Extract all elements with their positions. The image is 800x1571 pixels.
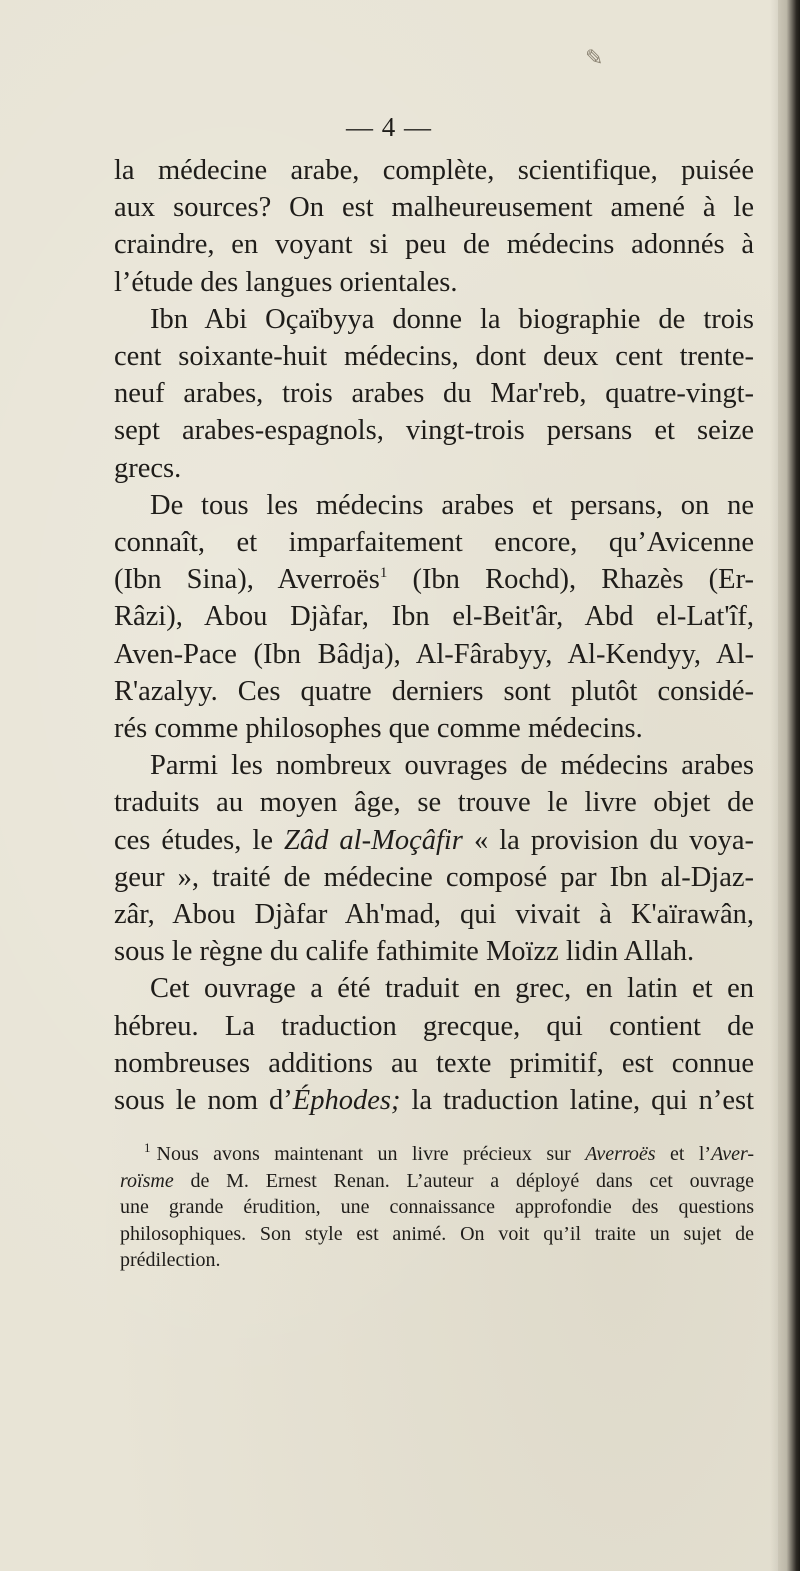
text-run: philosophiques. Son style est animé. On voit qu’il traite un sujet de <box>120 1222 754 1245</box>
footnote-line <box>120 1194 754 1221</box>
text-run: Parmi les nombreux ouvrages de médecins arabes <box>150 750 754 782</box>
text-run: prédilection. <box>120 1249 221 1272</box>
text-run: Aven-Pace (Ibn Bâdja), Al-Fârabyy, Al-Kendyy, Al- <box>114 638 754 670</box>
footnote-ref: 1 <box>379 565 388 582</box>
text-run: cent soixante-huit médecins, dont deux cent trente- <box>114 341 754 373</box>
text-line <box>114 710 754 747</box>
text-run: nombreuses additions au texte primitif, est connue <box>114 1047 754 1079</box>
text-line <box>114 152 754 189</box>
text-run: « la provision du voya- <box>462 824 754 856</box>
text-run: une grande érudition, une connaissance approfondie des questions <box>120 1196 754 1219</box>
footnote-line <box>120 1221 754 1248</box>
text-run: Râzi), Abou Djàfar, Ibn el-Beit'âr, Abd el-Lat'îf, <box>114 601 754 633</box>
text-line <box>114 301 754 338</box>
main-text <box>114 152 754 1119</box>
text-line <box>114 375 754 412</box>
text-run: De tous les médecins arabes et persans, on ne <box>150 489 754 521</box>
text-line <box>114 338 754 375</box>
text-run: Nous avons maintenant un livre précieux sur <box>156 1143 586 1165</box>
text-line <box>114 561 754 598</box>
text-line <box>114 226 754 263</box>
ink-mark-decoration: ✎ <box>585 45 604 70</box>
italic-text: Averroës <box>585 1143 656 1165</box>
text-line <box>114 636 754 673</box>
text-line <box>114 859 754 896</box>
footnote-marker: 1 <box>144 1140 151 1155</box>
italic-text: Éphodes; <box>292 1085 401 1117</box>
paragraph <box>114 970 754 1119</box>
page-number: — 4 — <box>346 112 432 142</box>
text-run: grecs. <box>114 452 182 484</box>
text-run: R'azalyy. Ces quatre derniers sont plutôt considé- <box>114 675 754 707</box>
text-run: aux sources? On est malheureusement amené à le <box>114 192 754 224</box>
text-run: Cet ouvrage a été traduit en grec, en latin et en <box>150 973 754 1005</box>
text-run: craindre, en voyant si peu de médecins adonnés à <box>114 229 754 261</box>
text-run: rés comme philosophes que comme médecins. <box>114 713 643 745</box>
text-run: ces études, le <box>114 824 285 856</box>
binding-edge <box>770 0 800 1571</box>
text-run: l’étude des langues orientales. <box>114 266 458 298</box>
paragraph <box>114 747 754 970</box>
text-run: et l’ <box>655 1143 712 1165</box>
footnote-line <box>120 1168 754 1195</box>
footnote <box>120 1141 754 1274</box>
text-line <box>114 189 754 226</box>
text-line <box>114 264 754 301</box>
italic-text: roïsme <box>120 1169 174 1192</box>
text-run: (Ibn Rochd), Rhazès (Er- <box>387 564 754 596</box>
text-run: sept arabes-espagnols, vingt-trois persans et seize <box>114 415 754 447</box>
text-line <box>114 1045 754 1082</box>
italic-text: Aver- <box>711 1143 754 1165</box>
text-run: geur », traité de médecine composé par Ibn al-Djaz- <box>114 861 754 893</box>
text-line <box>114 747 754 784</box>
text-line <box>114 450 754 487</box>
text-run: (Ibn Sina), Averroës <box>114 564 380 596</box>
text-line <box>114 970 754 1007</box>
text-line <box>114 896 754 933</box>
text-run: la médecine arabe, complète, scientifique, puisée <box>114 155 754 186</box>
text-line <box>114 822 754 859</box>
text-run: zâr, Abou Djàfar Ah'mad, qui vivait à K'aïrawân, <box>114 899 754 931</box>
paragraph <box>114 487 754 747</box>
text-run: traduits au moyen âge, se trouve le livre objet de <box>114 787 754 819</box>
text-line <box>114 1082 754 1119</box>
text-line <box>114 1008 754 1045</box>
text-run: neuf arabes, trois arabes du Mar'reb, quatre-vingt- <box>114 378 754 410</box>
text-run: sous le nom d’ <box>114 1085 293 1117</box>
text-line <box>114 933 754 970</box>
text-line <box>114 784 754 821</box>
text-run: hébreu. La traduction grecque, qui contient de <box>114 1010 754 1042</box>
text-run: connaît, et imparfaitement encore, qu’Avicenne <box>114 527 754 559</box>
text-line <box>114 412 754 449</box>
text-run: la traduction latine, qui n’est <box>400 1085 755 1117</box>
footnote-line <box>120 1247 754 1274</box>
paragraph <box>114 301 754 487</box>
footnotes <box>120 1141 754 1274</box>
footnote-line <box>120 1141 754 1168</box>
text-run: Ibn Abi Oçaïbyya donne la biographie de trois <box>150 303 754 335</box>
text-line <box>114 487 754 524</box>
text-run: sous le règne du calife fathimite Moïzz lidin Allah. <box>114 936 695 968</box>
italic-text: Zâd al-Moçâfir <box>284 824 463 856</box>
text-run: de M. Ernest Renan. L’auteur a déployé dans cet ouvrage <box>173 1169 754 1192</box>
text-line <box>114 673 754 710</box>
text-line <box>114 524 754 561</box>
text-line <box>114 598 754 635</box>
paragraph <box>114 152 754 301</box>
